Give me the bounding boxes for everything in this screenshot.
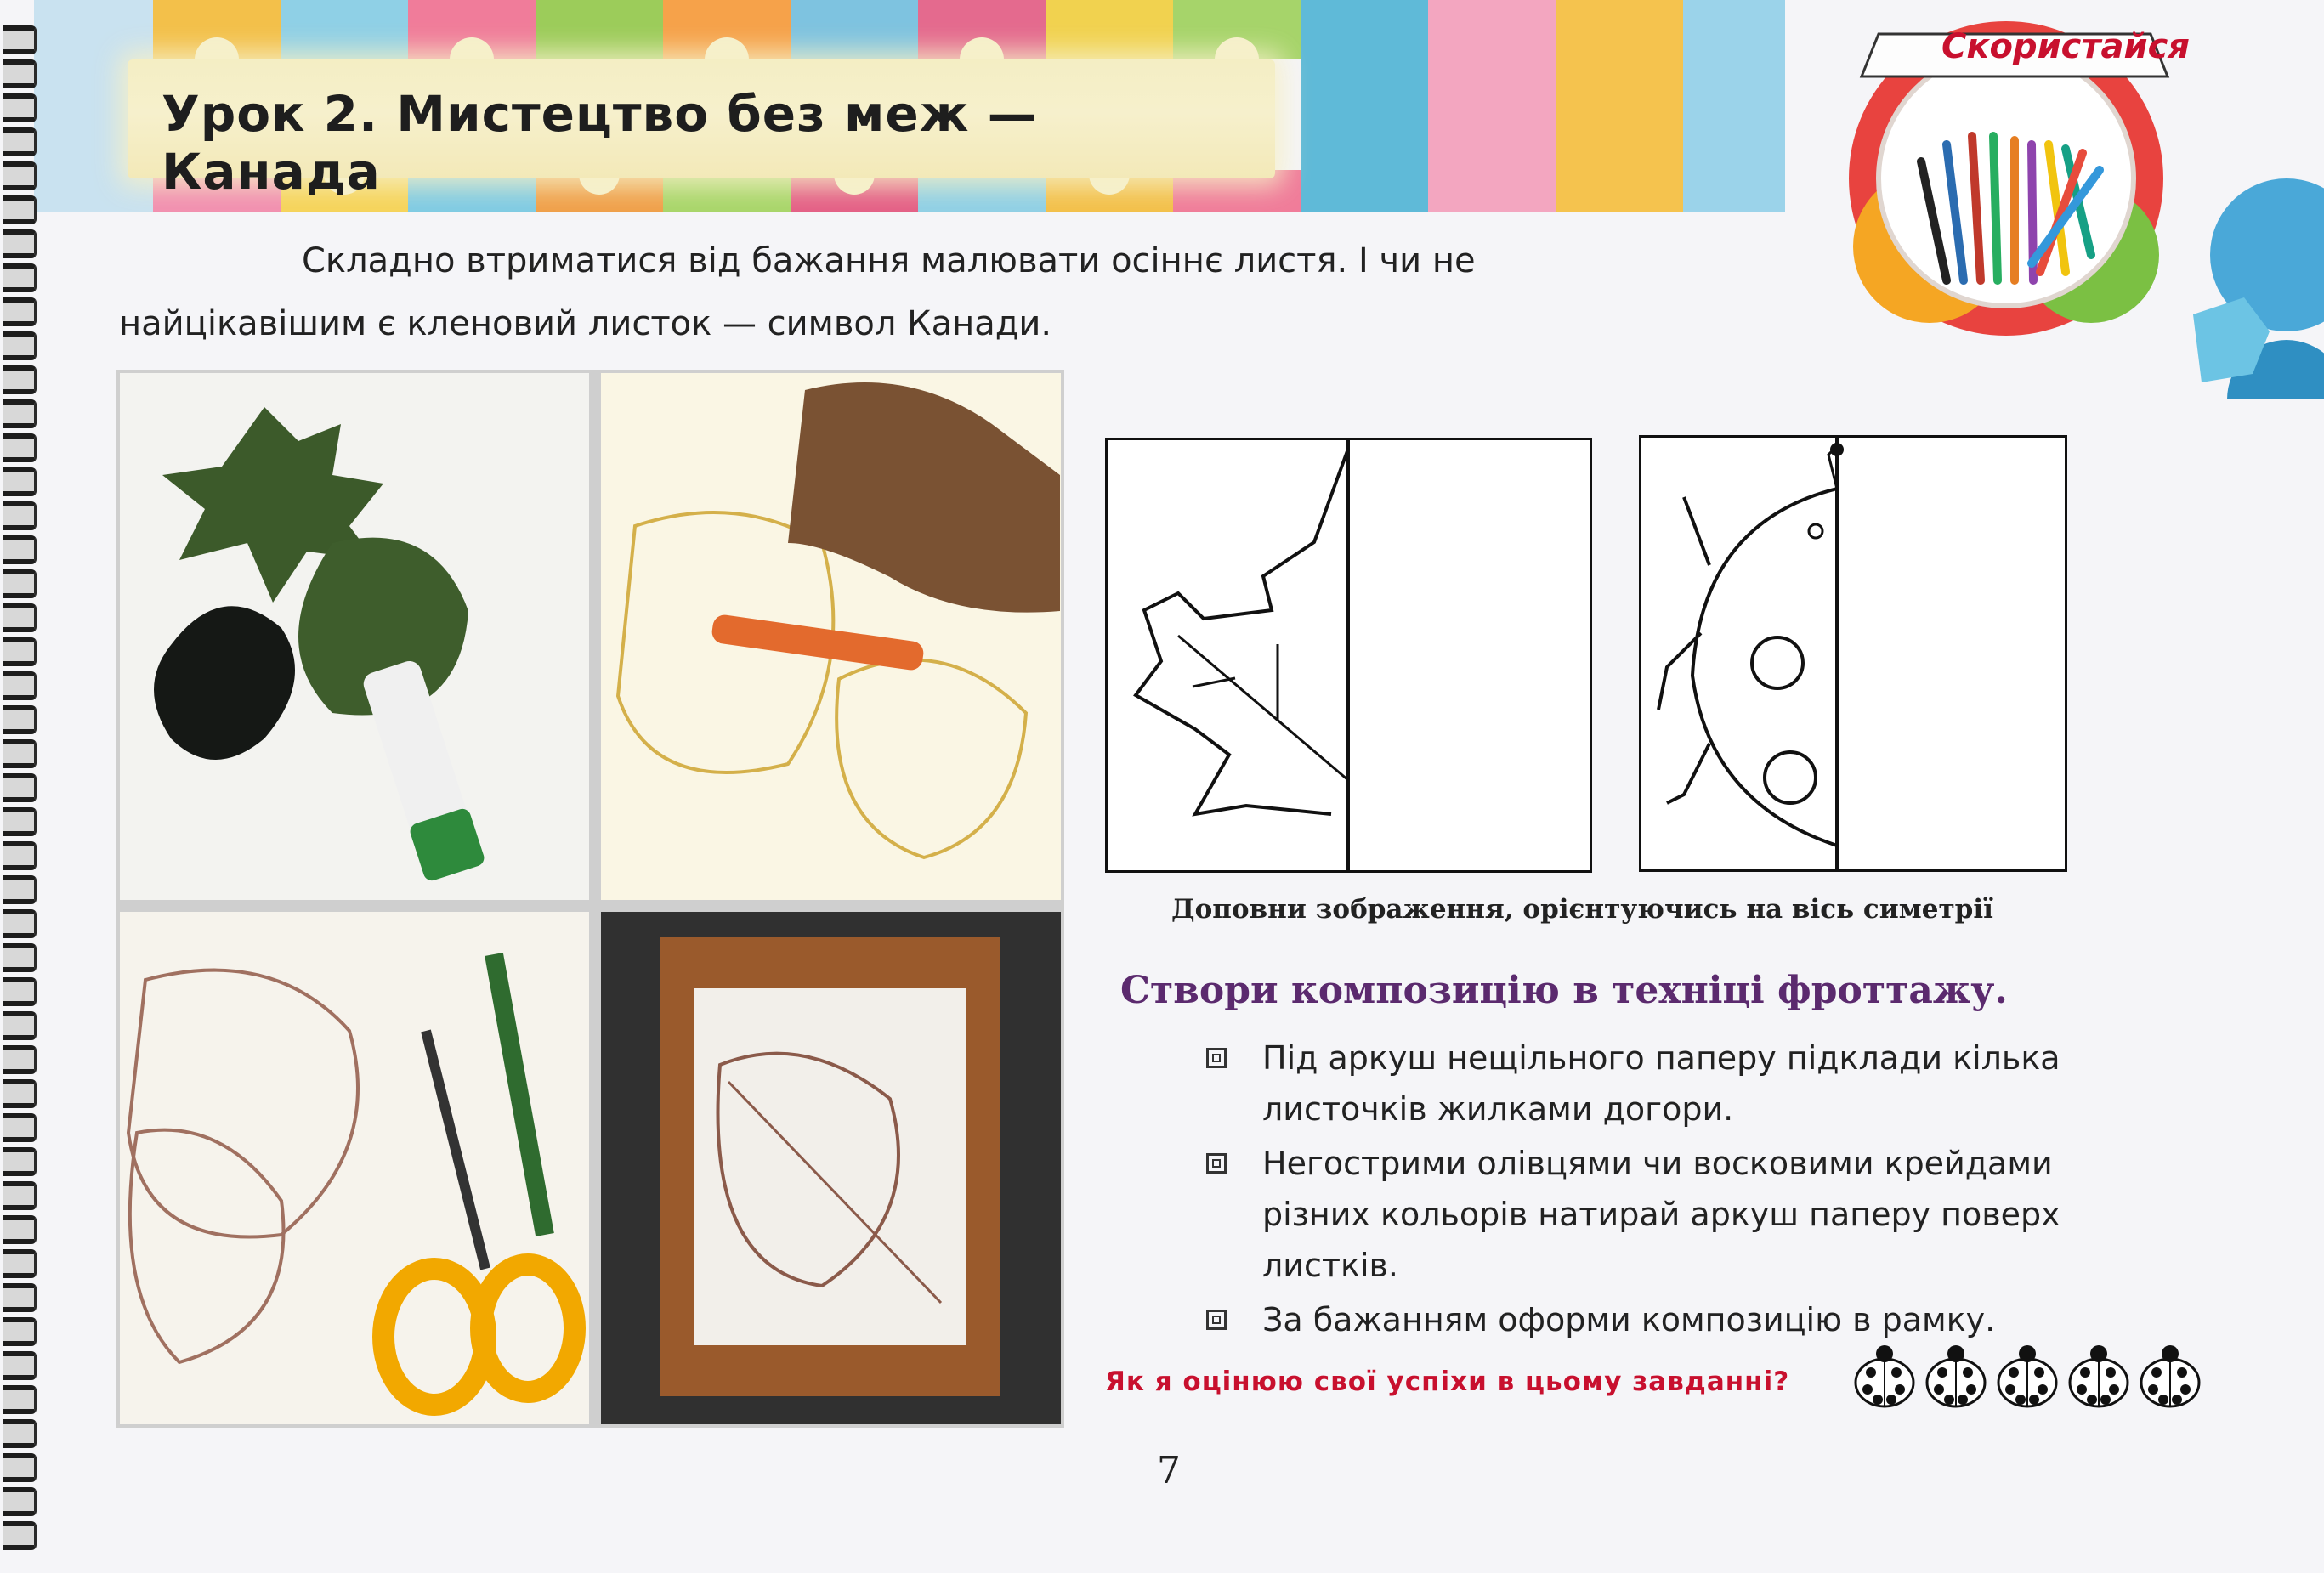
list-item: Під аркуш нещільного паперу підклади кілька листочків жилками догори. <box>1203 1033 2138 1134</box>
spiral-ring <box>3 1487 37 1516</box>
photo-leaves-and-glue <box>120 373 589 900</box>
spiral-ring <box>3 1317 37 1346</box>
spiral-ring <box>3 161 37 190</box>
spiral-ring <box>3 25 37 54</box>
spiral-ring <box>3 59 37 88</box>
spiral-ring <box>3 1283 37 1312</box>
symmetry-box-ladybug <box>1639 435 2067 872</box>
spiral-ring <box>3 433 37 462</box>
symmetry-box-maple-leaf <box>1105 438 1592 873</box>
spiral-ring <box>3 331 37 360</box>
photo-crayon-rubbing <box>601 373 1061 900</box>
symmetry-caption: Доповни зображення, орієнтуючись на вісь симетрії <box>1171 894 1993 925</box>
ladybug-icon[interactable] <box>1927 1345 1985 1406</box>
spiral-ring <box>3 1453 37 1482</box>
spiral-ring <box>3 1113 37 1142</box>
spiral-ring <box>3 467 37 496</box>
spiral-ring <box>3 773 37 802</box>
spiral-ring <box>3 943 37 972</box>
spiral-ring <box>3 1419 37 1448</box>
spiral-ring <box>3 637 37 666</box>
spiral-ring <box>3 1147 37 1176</box>
spiral-ring <box>3 807 37 836</box>
spiral-ring <box>3 535 37 564</box>
square-bullet-icon <box>1206 1310 1227 1330</box>
spiral-ring <box>3 1249 37 1278</box>
spiral-ring <box>3 569 37 598</box>
ladybug-icon[interactable] <box>1998 1345 2056 1406</box>
spiral-ring <box>3 1181 37 1210</box>
ladybug-rating[interactable] <box>1849 1338 2206 1415</box>
task-title: Створи композицію в техніці фроттажу. <box>1120 969 2008 1012</box>
list-item: Негострими олівцями чи восковими крейдами різних кольорів натирай аркуш паперу поверх листків. <box>1203 1138 2138 1291</box>
spiral-ring <box>3 1215 37 1244</box>
spiral-ring <box>3 977 37 1006</box>
spiral-binding <box>0 25 44 1555</box>
photo-scissors-pencil <box>120 912 589 1424</box>
self-evaluation-question: Як я оцінюю свої успіхи в цьому завданні? <box>1105 1366 1790 1397</box>
intro-paragraph <box>119 229 1649 355</box>
spiral-ring <box>3 603 37 632</box>
photo-framed-composition <box>601 912 1061 1424</box>
spiral-ring <box>3 671 37 700</box>
spiral-ring <box>3 1385 37 1414</box>
spiral-ring <box>3 1079 37 1108</box>
spiral-ring <box>3 263 37 292</box>
photo-grid <box>116 370 1064 1428</box>
spiral-ring <box>3 739 37 768</box>
square-bullet-icon <box>1206 1048 1227 1068</box>
spiral-ring <box>3 365 37 394</box>
ladybug-icon[interactable] <box>2141 1345 2199 1406</box>
ladybug-icon[interactable] <box>1856 1345 1913 1406</box>
spiral-ring <box>3 229 37 258</box>
task-steps <box>1203 1033 2138 1349</box>
spiral-ring <box>3 841 37 870</box>
spiral-ring <box>3 1351 37 1380</box>
spiral-ring <box>3 297 37 326</box>
square-bullet-icon <box>1206 1153 1227 1174</box>
spiral-ring <box>3 875 37 904</box>
spiral-ring <box>3 1045 37 1074</box>
ladybug-icon[interactable] <box>2070 1345 2128 1406</box>
spiral-ring <box>3 93 37 122</box>
spiral-ring <box>3 195 37 224</box>
intro-line-2: найцікавішим є кленовий листок — символ Канади. <box>119 304 1052 343</box>
lesson-title: Урок 2. Мистецтво без меж — Канада <box>162 85 1038 201</box>
spiral-ring <box>3 1011 37 1040</box>
list-item: За бажанням оформи композицію в рамку. <box>1203 1294 2138 1345</box>
badge-label: Скористайся <box>1941 27 2190 66</box>
spiral-ring <box>3 1521 37 1550</box>
page-number: 7 <box>1157 1449 1181 1492</box>
intro-line-1: Складно втриматися від бажання малювати осіннє листя. І чи не <box>302 241 1476 280</box>
spiral-ring <box>3 909 37 938</box>
spiral-ring <box>3 127 37 156</box>
spiral-ring <box>3 501 37 530</box>
spiral-ring <box>3 705 37 734</box>
spiral-ring <box>3 399 37 428</box>
